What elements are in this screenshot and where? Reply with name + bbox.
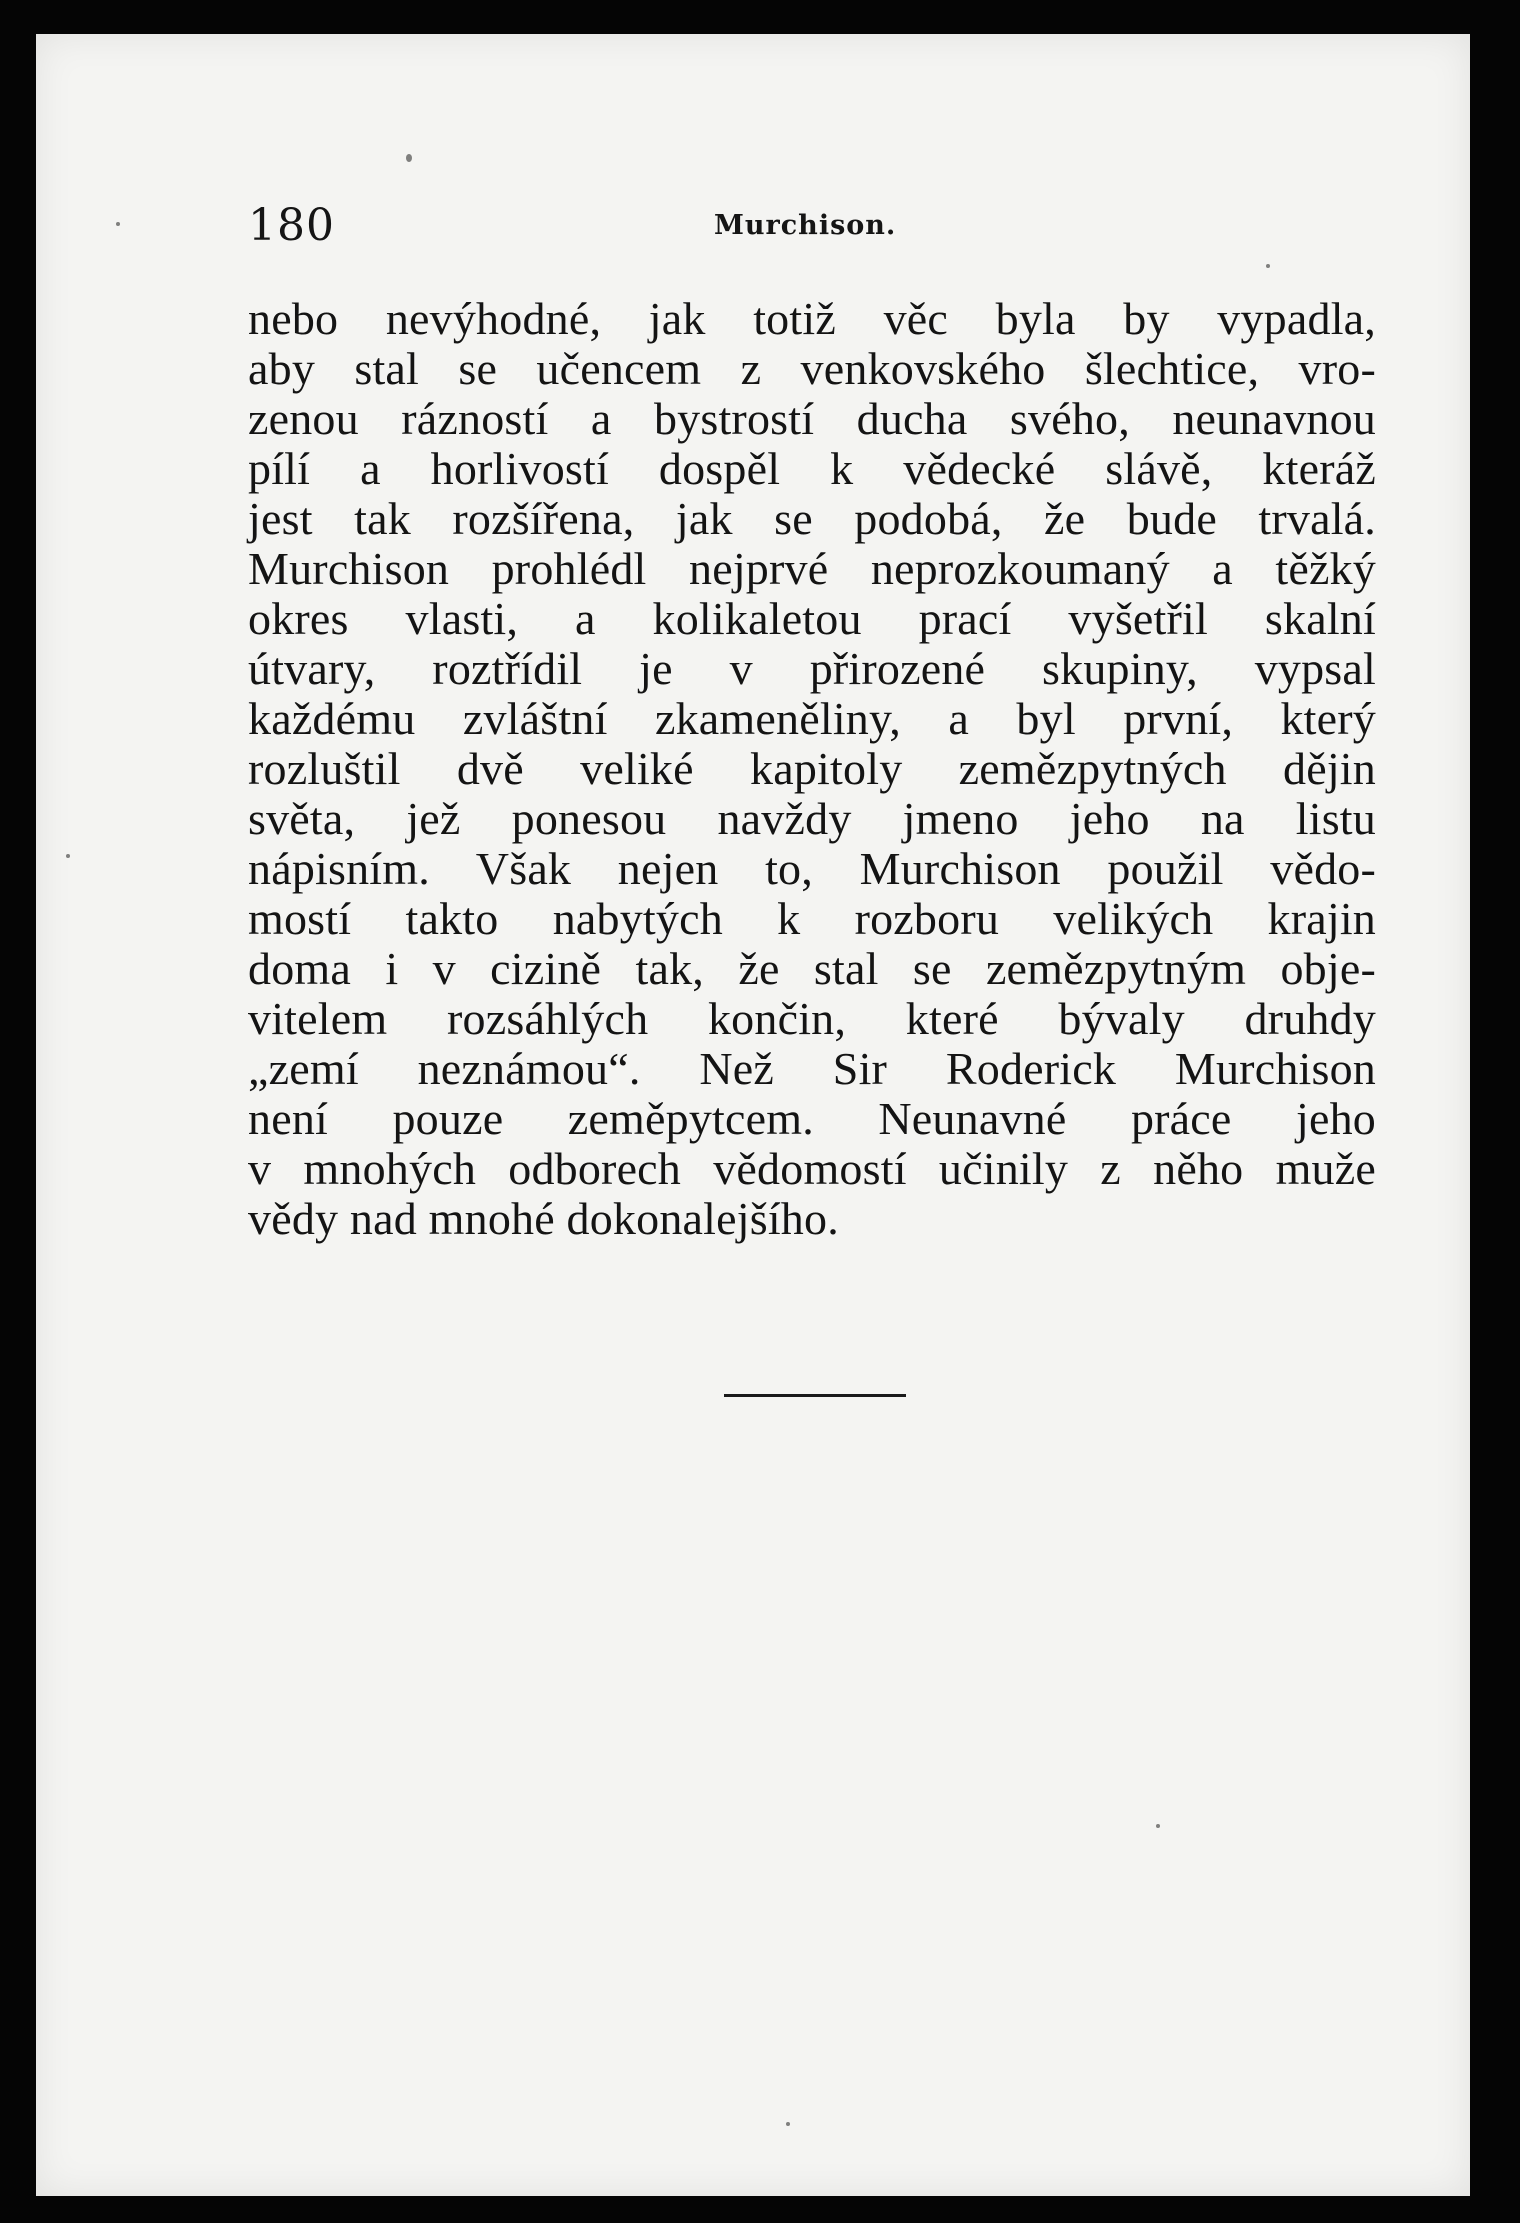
text-line: Murchison prohlédl nejprvé neprozkoumaný a těžký [248, 543, 1376, 594]
text-line: aby stal se učencem z venkovského šlechtice, vro- [248, 343, 1376, 394]
text-line: jest tak rozšířena, jak se podobá, že bude trvalá. [248, 493, 1376, 544]
text-line: útvary, roztřídil je v přirozené skupiny, vypsal [248, 643, 1376, 694]
text-line: okres vlasti, a kolikaletou prací vyšetřil skalní [248, 593, 1376, 644]
text-line: „zemí neznámou“. Než Sir Roderick Murchison [248, 1043, 1376, 1094]
text-line: zenou rázností a bystrostí ducha svého, neunavnou [248, 393, 1376, 444]
text-line: doma i v cizině tak, že stal se zemězpytným obje- [248, 943, 1376, 994]
print-speck [786, 2122, 790, 2126]
text-line: rozluštil dvě veliké kapitoly zemězpytných dějin [248, 743, 1376, 794]
print-speck [406, 154, 412, 162]
text-line: vitelem rozsáhlých končin, které bývaly druhdy [248, 993, 1376, 1044]
print-speck [116, 222, 120, 226]
text-line: každému zvláštní zkameněliny, a byl první, který [248, 693, 1376, 744]
text-line: světa, jež ponesou navždy jmeno jeho na listu [248, 793, 1376, 844]
text-line: nápisním. Však nejen to, Murchison použil vědo- [248, 843, 1376, 894]
print-speck [1266, 264, 1270, 268]
body-text [248, 294, 1376, 1244]
page-number: 180 [248, 200, 335, 251]
print-speck [66, 854, 70, 858]
text-line: mostí takto nabytých k rozboru velikých krajin [248, 893, 1376, 944]
text-line: pílí a horlivostí dospěl k vědecké slávě, kteráž [248, 443, 1376, 494]
text-line-last: vědy nad mnohé dokonalejšího. [248, 1193, 839, 1244]
section-end-rule [724, 1394, 906, 1397]
text-line: nebo nevýhodné, jak totiž věc byla by vypadla, [248, 293, 1376, 344]
text-line: v mnohých odborech vědomostí učinily z něho muže [248, 1143, 1376, 1194]
running-head: Murchison. [714, 210, 897, 241]
text-line: není pouze zeměpytcem. Neunavné práce jeho [248, 1093, 1376, 1144]
page-header [248, 196, 1378, 256]
print-speck [1156, 1824, 1160, 1828]
